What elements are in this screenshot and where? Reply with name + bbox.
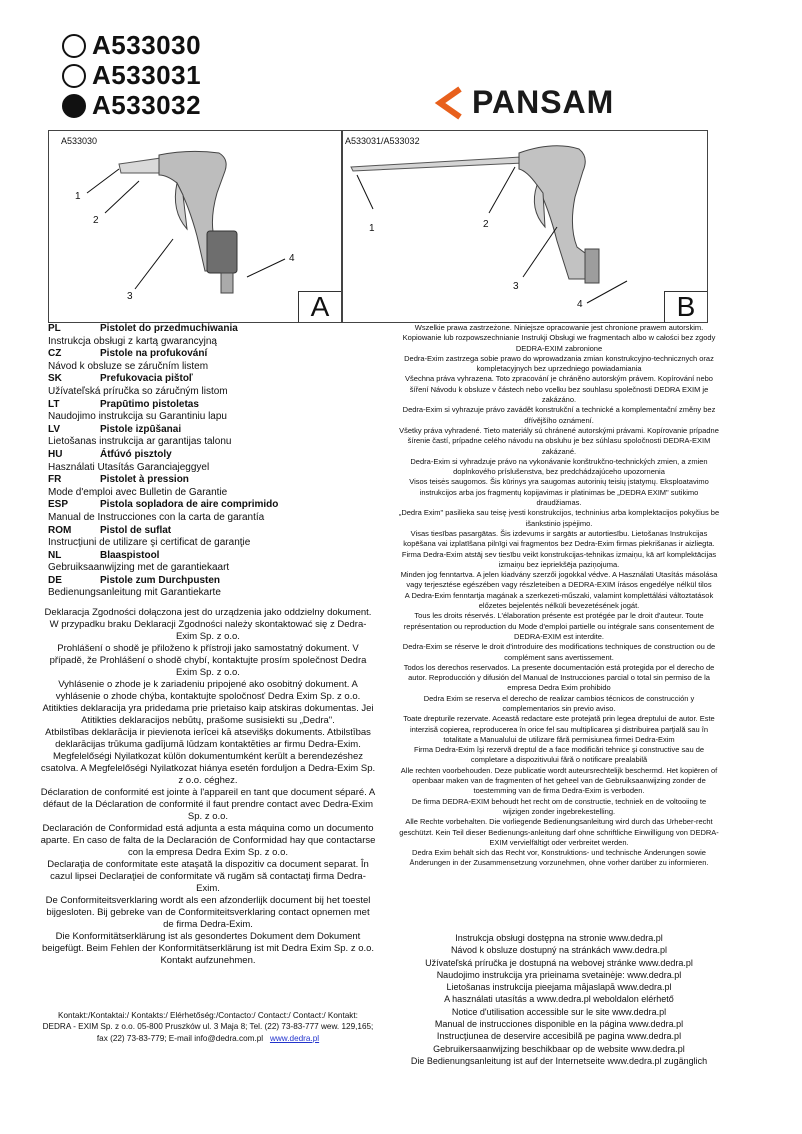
callout-label: 3	[513, 281, 519, 292]
declaration-paragraph: Die Konformitätserklärung ist als gesondertes Dokument dem Dokument beigefügt. Beim Fehlen der Konformitätserklärung ist mit Dedra Exim Sp. z o.o. Kontakt aufzunehmen.	[41, 931, 375, 966]
declaration-paragraph: Déclaration de conformité est jointe à l'appareil en tant que document séparé. A défaut de la Déclaration de conformité il faut prendre contact avec Dedra-Exim Sp. z o.o.	[40, 787, 376, 822]
language-entry	[48, 323, 366, 348]
copyright-paragraph: Alle rechten voorbehouden. Deze publicatie wordt auteursrechtelijk beschermd. Het kopiëren of openbaar maken van de fragmenten of het geheel van de Gebruiksaanwijzing zonder de toestemming van de firma Dedra-Exim is verboden.	[400, 765, 718, 796]
language-subtitle: Lietošanas instrukcija ar garantijas talonu	[48, 436, 232, 448]
empty-circle-icon	[62, 34, 86, 58]
copyright-paragraph: Visas tiesības pasargātas. Šis izdevums ir sargāts ar autortiesību. Lietošanas Instrukcijas kopēšana vai izplatīšana pilnīgi vai fragmentos bez Dedra-Exim firmas piekrišanas ir aizliegta.	[403, 528, 715, 549]
callout-label: 2	[483, 219, 489, 230]
manual-line: A használati utasítás a www.dedra.pl weboldalon elérhető	[444, 994, 674, 1005]
copyright-paragraph: Minden jog fenntartva. A jelen kiadvány szerzői jogokkal védve. A Használati Utasítás másolása vagy terjesztése egészében vagy részleteiben a DEDRA-EXIM írásos engedélye nélkül tilos	[400, 570, 718, 590]
manual-line: Užívateľská príručka je dostupná na webovej stránke www.dedra.pl	[425, 957, 693, 968]
copyright-paragraph: Toate drepturile rezervate. Aceastǎ redactare este protejată prin legea dreptului de autor. Este interzisǎ copierea, reproducerea în orice fel sau multiplicarea şi distribuirea parţială sau în totalitate a Manualului de utilizare fără permisiunea firmei Dedra-Exim	[403, 714, 715, 744]
copyright-paragraph: Dedra-Exim si vyhrazuje právo zavádět konstrukční a technické a komplementační změny bez dřívějšího oznámení.	[402, 405, 716, 425]
manual-line: Gebruikersaanwijzing beschikbaar op de website www.dedra.pl	[433, 1043, 685, 1054]
language-title: Prapūtimo pistoletas	[100, 398, 199, 410]
language-entry	[48, 499, 366, 524]
language-title: Pistolet do przedmuchiwania	[100, 323, 238, 334]
manual-line: Instrukcja obsługi dostępna na stronie www.dedra.pl	[455, 933, 663, 943]
empty-circle-icon	[62, 64, 86, 88]
copyright-paragraph: Dedra-Exim se réserve le droit d'introduire des modifications techniques de construction ou de complément sans avertissement.	[402, 642, 716, 662]
declaration-paragraph: Atbilstības deklarācija ir pievienota ierīcei kā atsevišķs dokuments. Atbilstības deklarācijas trūkuma gadījumā lūdzam kontaktēties ar firmu Dedra-Exim.	[45, 727, 371, 750]
figure-letter: B	[664, 291, 707, 322]
language-entry	[48, 399, 366, 424]
manual-line: Instrucţiunea de deservire accesibilă pe pagina www.dedra.pl	[436, 1031, 682, 1042]
language-subtitle: Instrucţiuni de utilizare şi certificat de garanţie	[48, 537, 251, 549]
brand-logo	[432, 84, 614, 121]
declaration-paragraph: Declaraţia de conformitate este ataşată la dispozitiv ca document separat. În cazul lipsei Declaraţiei de conformitate vă rugăm să contactaţi firma Dedra-Exim.	[47, 859, 369, 894]
model-code: A533031	[92, 60, 202, 90]
copyright-paragraph: Firma Dedra-Exim îşi rezervă dreptul de a face modificări tehnice şi constructive sau de completare a dispozitivului fără o notificare prealabilă	[413, 745, 705, 765]
pansam-chevron-icon	[432, 86, 468, 120]
language-code: LV	[48, 423, 61, 435]
callout-label: 1	[75, 191, 81, 202]
contact-block	[40, 1010, 376, 1044]
manual-line: Návod k obsluze dostupný na stránkách www.dedra.pl	[450, 945, 668, 956]
website-link[interactable]: www.dedra.pl	[269, 1033, 320, 1043]
language-titles	[48, 323, 366, 600]
model-option-a533032	[62, 90, 201, 121]
language-code: FR	[48, 474, 62, 486]
copyright-paragraph: Dedra Exim se reserva el derecho de realizar cambios técnicos de construcción y complementarios sin previo aviso.	[423, 693, 695, 713]
language-title: Pistolet à pression	[100, 474, 189, 486]
model-option-a533031	[62, 60, 201, 91]
model-code: A533030	[92, 30, 202, 60]
language-subtitle: Manual de Instrucciones con la carta de garantía	[48, 511, 265, 523]
language-entry	[48, 373, 366, 398]
callout-label: 3	[127, 291, 133, 302]
language-title: Pistol de suflat	[100, 524, 172, 536]
language-subtitle: Návod k obsluze se záručním listem	[48, 360, 209, 372]
language-title: Prefukovacia pištoľ	[100, 373, 193, 385]
language-subtitle: Naudojimo instrukcija su Garantiniu lapu	[48, 411, 227, 423]
language-title: Pistole zum Durchpusten	[100, 574, 221, 586]
declaration-paragraph: Deklaracja Zgodności dołączona jest do urządzenia jako oddzielny dokument. W przypadku braku Deklaracji Zgodności należy skontaktować się z Dedra-Exim Sp. z o.o.	[44, 607, 372, 642]
model-option-a533030	[62, 30, 201, 61]
callout-label: 4	[289, 253, 295, 264]
manual-availability	[398, 932, 720, 1067]
language-title: Pistola sopladora de aire comprimido	[100, 499, 279, 511]
language-code: ROM	[48, 524, 72, 536]
language-entry	[48, 348, 366, 373]
declaration-paragraph: De Conformiteitsverklaring wordt als een afzonderlijk document bij het toestel bijgesloten. Bij gebreke van de Conformiteitsverklaring contact opnemen met de firma Dedra-Exim.	[45, 895, 371, 930]
language-entry	[48, 424, 366, 449]
copyright-paragraph: Dedra Exim behält sich das Recht vor, Konstruktions- und technische Änderungen sowie Änderungen in der Zusammensetzung vorzunehmen, ohne vorher darüber zu informieren.	[409, 848, 709, 868]
brand-name: PANSAM	[472, 84, 615, 120]
conformity-declarations	[40, 607, 376, 967]
figure-b	[342, 130, 708, 323]
copyright-paragraph: Dedra-Exim zastrzega sobie prawo do wprowadzania zmian konstrukcyjno-technicznych oraz kompletacyjnych bez uprzedniego powiadamiania	[404, 353, 714, 374]
language-subtitle: Instrukcja obsługi z kartą gwarancyjną	[48, 335, 217, 347]
language-code: CZ	[48, 348, 62, 360]
copyright-paragraph: Wszelkie prawa zastrzeżone. Niniejsze opracowanie jest chronione prawem autorskim. Kopiowanie lub rozpowszechnianie Instrukji Obsługi we fragmentach albo w całości bez zgody DEDRA-EXIM zabronione	[402, 323, 716, 353]
language-entry	[48, 575, 366, 600]
declaration-paragraph: Megfelelőségi Nyilatkozat külön dokumentumként került a berendezéshez csatolva. A Megfelelőségi Nyilatkozat hiánya esetén forduljon a Dedra-Exim Sp. z o.o. céghez.	[40, 751, 376, 786]
copyright-paragraph: De firma DEDRA-EXIM behoudt het recht om de constructie, techniek en de voltooiing te wijzigen zonder ingebrekestelling.	[411, 796, 707, 816]
manual-line: Manual de instrucciones disponible en la página www.dedra.pl	[434, 1019, 684, 1030]
language-title: Átfúvó pisztoly	[100, 448, 172, 460]
language-title: Blaaspistool	[100, 549, 160, 561]
copyright-paragraph: Všetky práva vyhradené. Tieto materiály sú chránené autorskými právami. Kopírovanie prípadne šírenie častí, prípadne celého návodu na obsluhu je bez súhlasu spoločnosti DEDRA-EXIM zakázané.	[399, 425, 719, 456]
copyright-paragraph: Firma Dedra-Exim atstāj sev tiesību veikt konstrukcijas-tehnikas izmaiņu, kā arī komplektācijas izmaiņu bez iepriekšēja paziņojuma.	[401, 549, 717, 569]
language-code: SK	[48, 373, 62, 385]
manual-line: Naudojimo instrukcija yra prieinama svetainėje: www.dedra.pl	[436, 969, 682, 980]
copyright-paragraph: Tous les droits réservés. L'élaboration présente est protégée par le droit d'auteur. Toute représentation ou reproduction du Mode d'emploi partielle ou intégrale sans consentement de DEDRA-EXIM est interdite.	[403, 611, 715, 641]
declaration-paragraph: Declaración de Conformidad está adjunta a esta máquina como un documento aparte. En caso de falta de la Declaración de Conformidad hay que contactarse con la empresa Dedra Exim Sp. z o.o.	[40, 823, 376, 858]
copyright-paragraph: Alle Rechte vorbehalten. Die vorliegende Bedienungsanleitung wird durch das Urheber-recht geschützt. Kein Teil dieser Bedienungs-anleitung darf ohne schriftliche Einwilligung von DEDRA-EXIM vervielfältigt oder verbreitet werden.	[399, 817, 719, 847]
language-code: LT	[48, 398, 60, 410]
copyright-paragraph: Visos teisės saugomos. Šis kūrinys yra saugomas autorinių teisių įstatymų. Eksploatavimo instrukcijos arba jos fragmentų kopijavimas ir platinimas be „DEDRA EXIM" sutikimo draudžiamas.	[409, 477, 709, 508]
language-entry	[48, 525, 366, 550]
model-code: A533032	[92, 90, 202, 120]
language-subtitle: Užívateľská príručka so záručným listom	[48, 385, 228, 397]
manual-line: Die Bedienungsanleitung ist auf der Internetseite www.dedra.pl zugänglich	[410, 1055, 708, 1066]
declaration-paragraph: Prohlášení o shodě je přiloženo k přístroji jako samostatný dokument. V případě, že Prohlášení o shodě chybí, kontaktujte prosím společnost Dedra Exim Sp. z o.o.	[49, 643, 367, 678]
declaration-paragraph: Atitikties deklaracija yra pridedama prie prietaiso kaip atskiras dokumentas. Jei Atitikties deklaracijos nebūtų, prašome susisiekti su „Dedra".	[42, 703, 374, 726]
filled-circle-icon	[62, 94, 86, 118]
language-subtitle: Mode d'emploi avec Bulletin de Garantie	[48, 486, 228, 498]
copyright-paragraph: Dedra-Exim si vyhradzuje právo na vykonávanie konštrukčno-technických zmien, a zmien doplnkového príslušenstva, bez predchádzajúceho upozornenia	[410, 456, 708, 477]
figure-caption: A533031/A533032	[345, 136, 420, 146]
language-entry	[48, 474, 366, 499]
figure-letter: A	[298, 291, 341, 322]
callout-label: 1	[369, 223, 375, 234]
copyright-paragraph: Todos los derechos reservados. La presente documentación está protegida por el derecho de autor. Reproducción y difusión del Manual de Instrucciones parcial o total sin permiso de la empresa Dedra Exim prohibido	[403, 662, 715, 693]
contact-fax-email	[40, 1033, 376, 1044]
contact-address: DEDRA - EXIM Sp. z o.o. 05-800 Pruszków ul. 3 Maja 8; Tel. (22) 73-83-777 wew. 129,165;	[42, 1022, 374, 1032]
declaration-paragraph: Vyhlásenie o zhode je k zariadeniu pripojené ako osobitný dokument. A vyhlásenie o zhode chýba, kontaktujte spoločnosť Dedra Exim Sp. z o.o.	[55, 679, 361, 702]
manual-line: Lietošanas instrukcija pieejama mājaslapā www.dedra.pl	[446, 982, 672, 993]
language-subtitle: Használati Utasítás Garanciajeggyel	[48, 461, 210, 473]
air-gun-illustration	[343, 131, 707, 322]
language-title: Pistole izpūšanai	[100, 423, 182, 435]
language-title: Pistole na profukování	[100, 348, 208, 360]
language-code: HU	[48, 448, 63, 460]
language-code: DE	[48, 574, 62, 586]
contact-labels: Kontakt:/Kontaktai:/ Kontakts:/ Elérhetőség:/Contacto:/ Contact:/ Contact:/ Kontakt:	[58, 1011, 358, 1020]
language-subtitle: Gebruiksaanwijzing met de garantiekaart	[48, 562, 230, 574]
language-code: ESP	[48, 499, 69, 511]
language-entry	[48, 449, 366, 474]
language-subtitle: Bedienungsanleitung mit Garantiekarte	[48, 587, 221, 599]
copyright-paragraph: „Dedra Exim" pasilieka sau teisę įvesti konstrukcijos, techninius arba komplektacijos pokyčius be išankstinio įspėjimo.	[398, 508, 720, 528]
manual-line: Notice d'utilisation accessible sur le site www.dedra.pl	[451, 1006, 667, 1017]
fax-email-text: fax (22) 73-83-779; E-mail info@dedra.com.pl	[96, 1033, 264, 1043]
callout-label: 2	[93, 215, 99, 226]
copyright-paragraph: A Dedra-Exim fenntartja magának a szerkezeti-műszaki, valamint komplettálási változtatások előzetes bejelentés nélküli bevezetésének jogát.	[404, 590, 714, 611]
figure-caption: A533030	[61, 136, 98, 146]
language-code: PL	[48, 323, 61, 334]
callout-label: 4	[577, 299, 583, 310]
copyright-paragraph: Všechna práva vyhrazena. Toto zpracování je chráněno autorským právem. Kopírování nebo šíření Návodu k obsluze v částech nebo vcelku bez souhlasu společnosti DEDRA EXIM je zakázáno.	[405, 374, 713, 405]
language-entry	[48, 550, 366, 575]
figure-a	[48, 130, 342, 323]
language-code: NL	[48, 549, 62, 561]
copyright-notices	[398, 323, 720, 869]
